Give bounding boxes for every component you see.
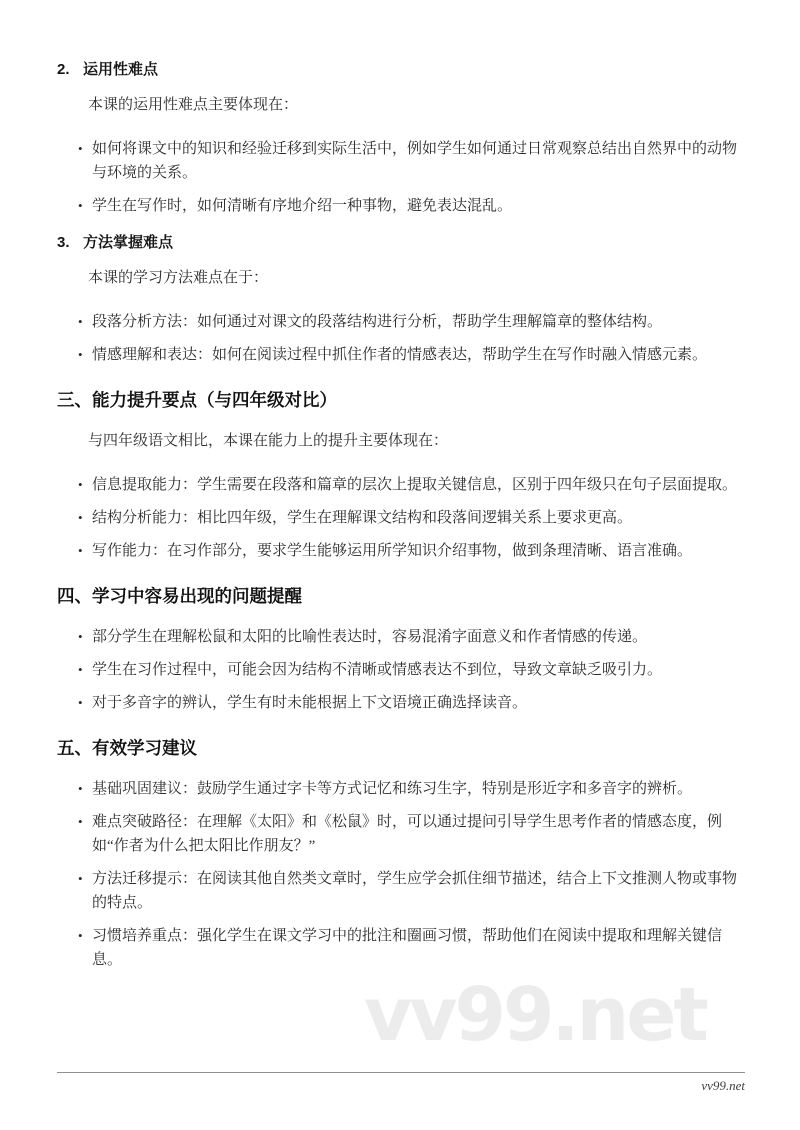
bullet-icon: • xyxy=(78,477,83,492)
bullet-icon: • xyxy=(78,629,83,644)
bullet-icon: • xyxy=(78,781,83,796)
bullet-text: 信息提取能力：学生需要在段落和篇章的层次上提取关键信息，区别于四年级只在句子层面提取。 xyxy=(92,477,738,493)
bullet-icon: • xyxy=(78,314,83,329)
bullet-icon: • xyxy=(78,141,83,156)
bullet-icon: • xyxy=(78,543,83,558)
bullet-item xyxy=(57,473,745,497)
heading-number: 3. xyxy=(57,234,70,251)
bullet-item xyxy=(57,625,745,649)
bullet-text: 方法迁移提示：在阅读其他自然类文章时，学生应学会抓住细节描述，结合上下文推测人物或事物的特点。 xyxy=(92,871,738,911)
bullet-list xyxy=(57,625,745,715)
bullet-text: 学生在写作时，如何清晰有序地介绍一种事物，避免表达混乱。 xyxy=(92,198,513,214)
bullet-item xyxy=(57,924,745,972)
bullet-icon: • xyxy=(78,347,83,362)
bullet-text: 部分学生在理解松鼠和太阳的比喻性表达时，容易混淆字面意义和作者情感的传递。 xyxy=(92,629,648,645)
major-heading: 四、学习中容易出现的问题提醒 xyxy=(57,586,302,606)
bullet-text: 难点突破路径：在理解《太阳》和《松鼠》时，可以通过提问引导学生思考作者的情感态度，例如“作者为什么把太阳比作朋友？” xyxy=(92,814,723,854)
bullet-item xyxy=(57,343,745,367)
bullet-item xyxy=(57,194,745,218)
major-heading: 三、能力提升要点（与四年级对比） xyxy=(57,390,337,410)
bullet-item xyxy=(57,506,745,530)
bullet-item xyxy=(57,539,745,563)
bullet-text: 写作能力：在习作部分，要求学生能够运用所学知识介绍事物，做到条理清晰、语言准确。 xyxy=(92,543,693,559)
bullet-item xyxy=(57,310,745,334)
bullet-text: 段落分析方法：如何通过对课文的段落结构进行分析，帮助学生理解篇章的整体结构。 xyxy=(92,314,663,330)
bullet-text: 习惯培养重点：强化学生在课文学习中的批注和圈画习惯，帮助他们在阅读中提取和理解关键信息。 xyxy=(92,928,723,968)
heading-title: 运用性难点 xyxy=(83,61,159,78)
bullet-text: 结构分析能力：相比四年级，学生在理解课文结构和段落间逻辑关系上要求更高。 xyxy=(92,510,633,526)
numbered-heading xyxy=(57,231,745,255)
watermark-text: vv99.net xyxy=(364,972,706,1058)
heading-title: 方法掌握难点 xyxy=(83,234,174,251)
bullet-icon: • xyxy=(78,814,83,829)
bullet-item xyxy=(57,810,745,858)
section-method-difficulties xyxy=(57,231,745,367)
bullet-icon: • xyxy=(78,198,83,213)
section-study-suggestions xyxy=(57,737,745,972)
bullet-item xyxy=(57,691,745,715)
footer-divider xyxy=(57,1072,745,1073)
section-intro: 本课的运用性难点主要体现在： xyxy=(88,97,299,113)
bullet-item xyxy=(57,867,745,915)
bullet-icon: • xyxy=(78,510,83,525)
section-ability-improvement xyxy=(57,389,745,563)
bullet-item xyxy=(57,658,745,682)
bullet-text: 情感理解和表达：如何在阅读过程中抓住作者的情感表达，帮助学生在写作时融入情感元素。 xyxy=(92,347,708,363)
bullet-list xyxy=(57,310,745,367)
bullet-text: 如何将课文中的知识和经验迁移到实际生活中，例如学生如何通过日常观察总结出自然界中的动物与环境的关系。 xyxy=(92,141,738,181)
bullet-text: 对于多音字的辨认，学生有时未能根据上下文语境正确选择读音。 xyxy=(92,695,528,711)
bullet-item xyxy=(57,137,745,185)
bullet-icon: • xyxy=(78,871,83,886)
bullet-list xyxy=(57,473,745,563)
bullet-item xyxy=(57,777,745,801)
heading-number: 2. xyxy=(57,61,70,78)
numbered-heading xyxy=(57,58,745,82)
bullet-icon: • xyxy=(78,662,83,677)
bullet-icon: • xyxy=(78,928,83,943)
major-heading: 五、有效学习建议 xyxy=(57,738,197,758)
section-applied-difficulties xyxy=(57,58,745,218)
section-intro: 与四年级语文相比，本课在能力上的提升主要体现在： xyxy=(88,433,449,449)
footer-site-label: vv99.net xyxy=(701,1078,745,1093)
bullet-icon: • xyxy=(78,695,83,710)
bullet-list xyxy=(57,777,745,972)
bullet-text: 基础巩固建议：鼓励学生通过字卡等方式记忆和练习生字，特别是形近字和多音字的辨析。 xyxy=(92,781,693,797)
section-intro: 本课的学习方法难点在于： xyxy=(88,270,269,286)
section-common-problems xyxy=(57,585,745,715)
bullet-list xyxy=(57,137,745,218)
bullet-text: 学生在习作过程中，可能会因为结构不清晰或情感表达不到位，导致文章缺乏吸引力。 xyxy=(92,662,663,678)
